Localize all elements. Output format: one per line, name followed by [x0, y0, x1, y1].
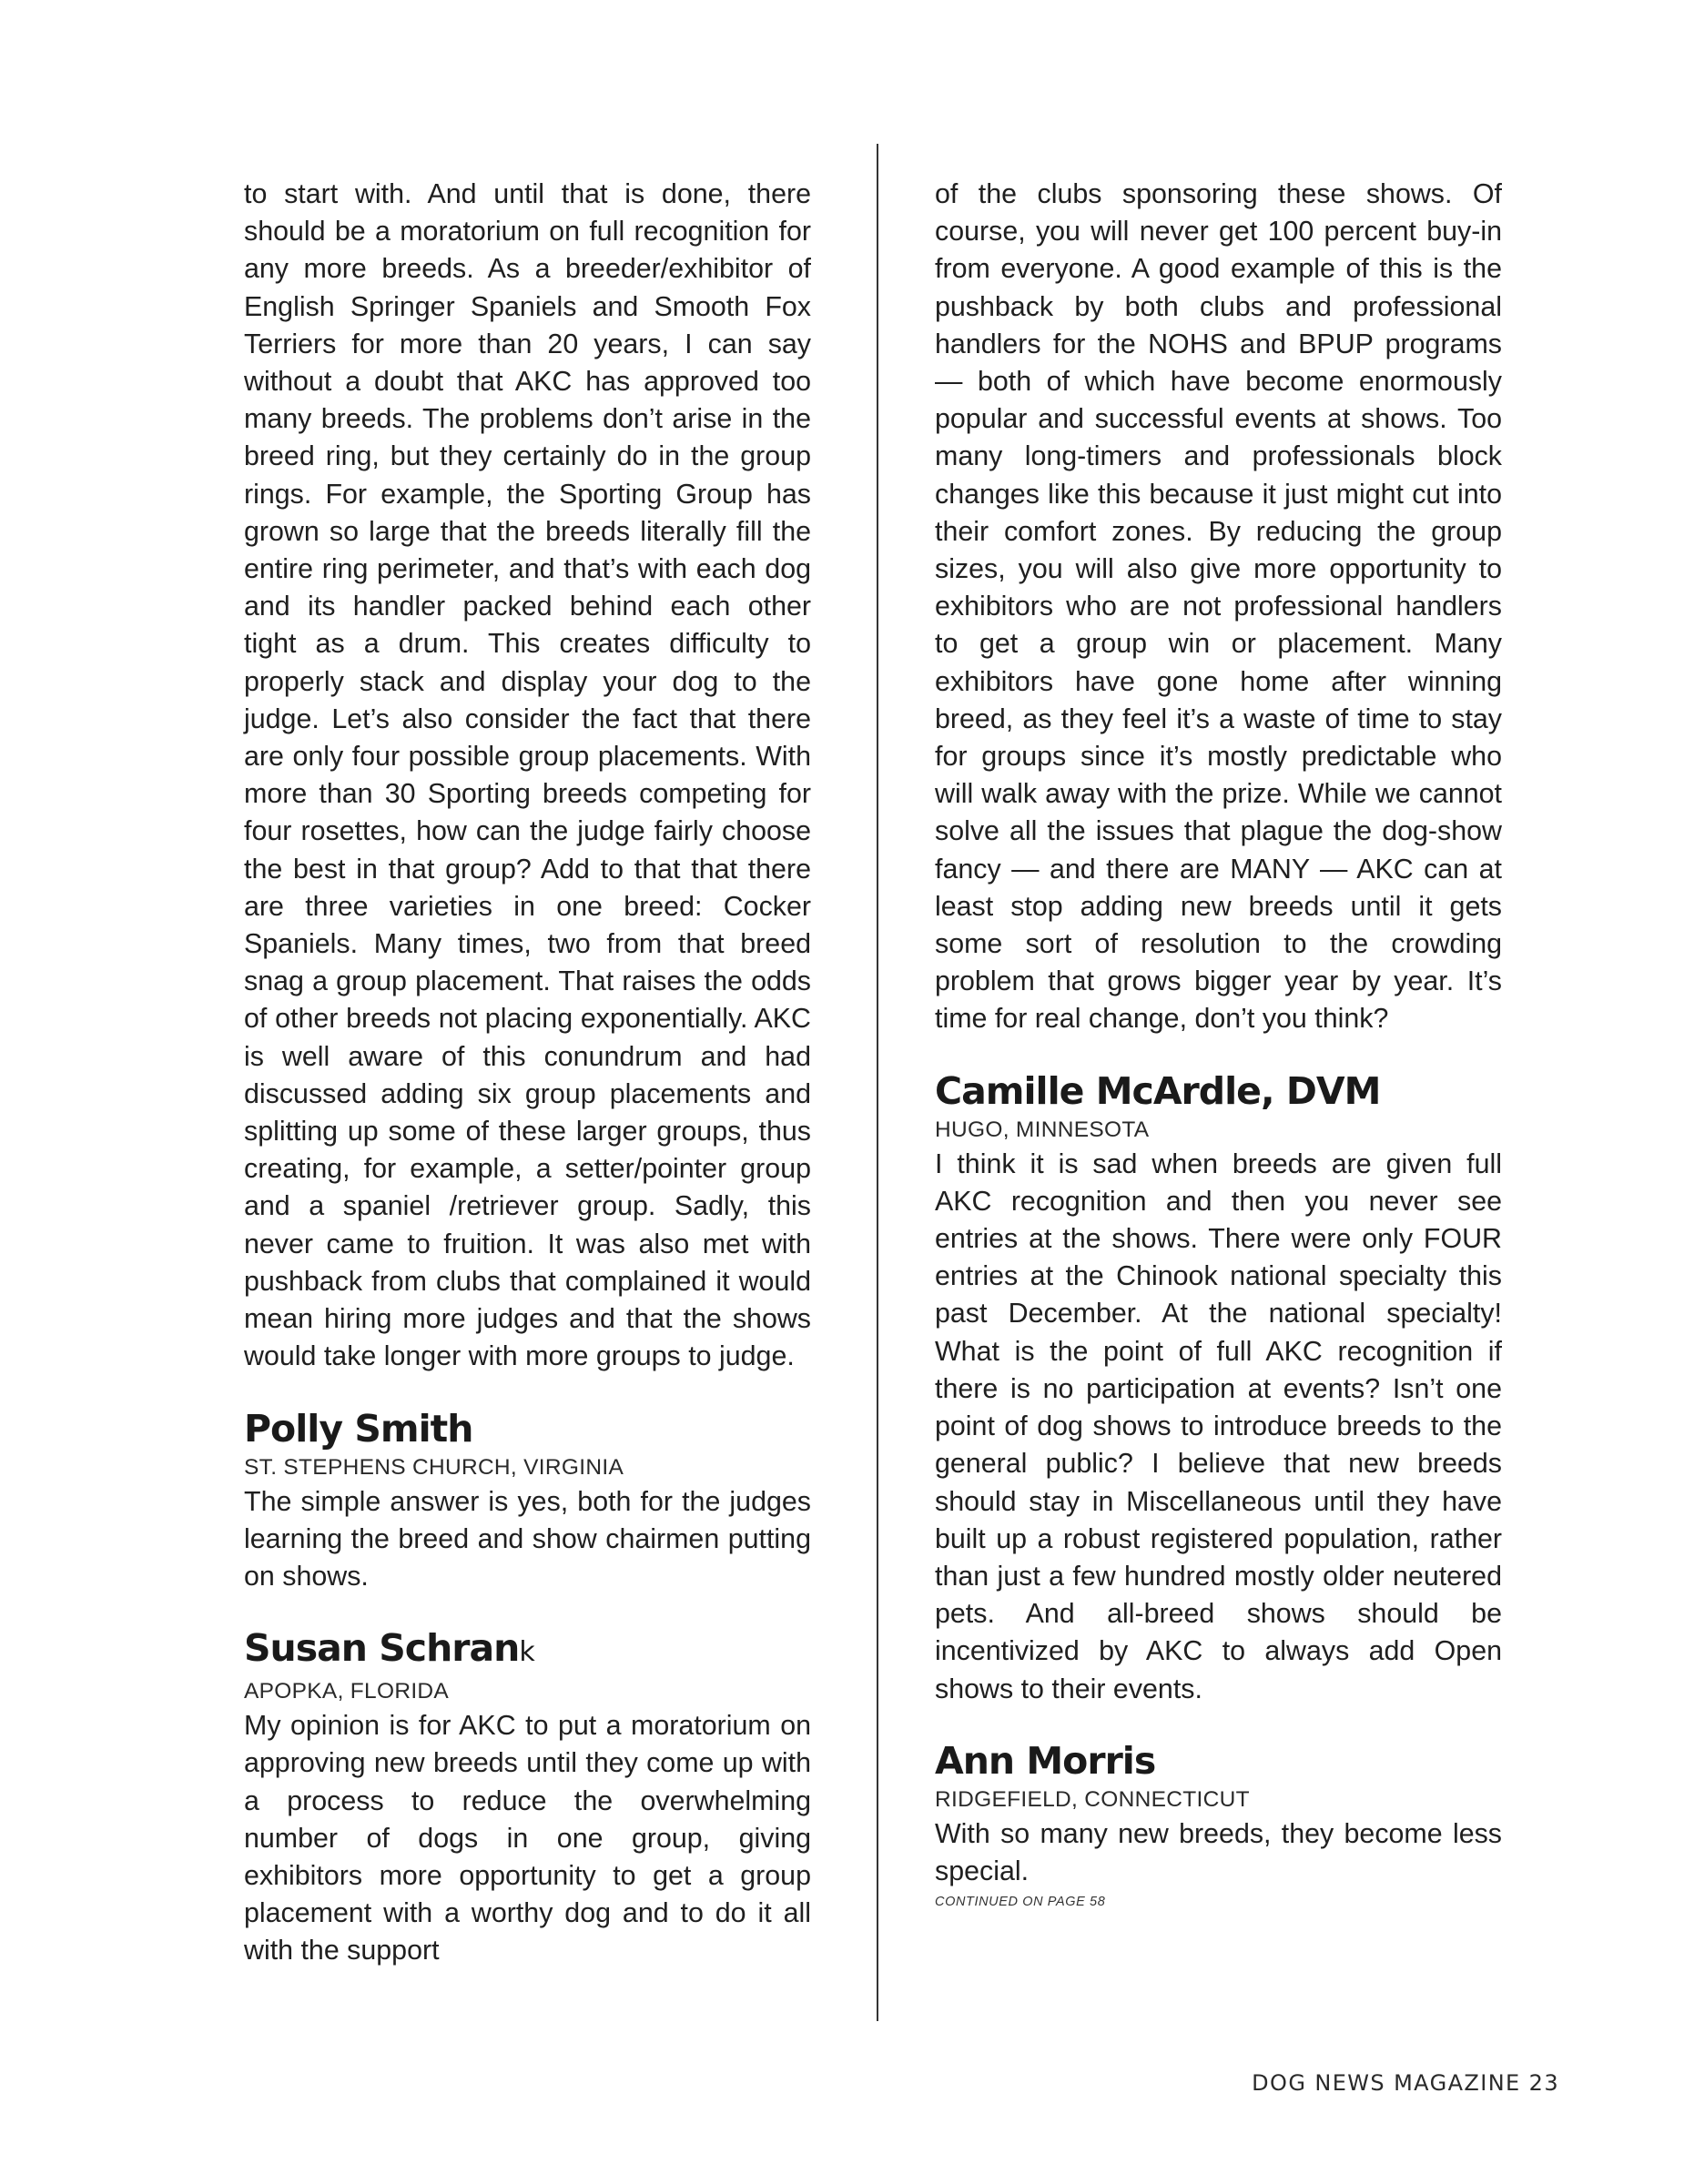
respondent-name: Polly Smith — [244, 1406, 473, 1451]
respondent-name-main: Susan Schran — [244, 1626, 520, 1671]
respondent-location: APOPKA, FLORIDA — [244, 1679, 450, 1704]
respondent-location: ST. STEPHENS CHURCH, VIRGINIA — [244, 1454, 624, 1480]
respondent-answer: With so many new breeds, they become less special. — [935, 1817, 1502, 1886]
respondent-name-last-letter: k — [519, 1636, 535, 1669]
respondent-location: HUGO, MINNESOTA — [935, 1117, 1150, 1142]
page-footer: DOG NEWS MAGAZINE 23 — [1252, 2070, 1559, 2096]
respondent-name: Ann Morris — [935, 1738, 1156, 1783]
respondent-name — [244, 1624, 811, 1676]
respondent-answer: The simple answer is yes, both for the judges learning the breed and show chairmen putting on shows. — [244, 1485, 811, 1592]
left-column — [244, 176, 811, 1970]
respondent-answer: My opinion is for AKC to put a moratorium on approving new breeds until they come up with a process to reduce the overwhelming number of dogs in one group, giving exhibitors more opportunity to get a group placement with a worthy dog and to do it all with the support — [244, 1710, 811, 1967]
continued-note: CONTINUED ON PAGE 58 — [935, 1895, 1106, 1910]
respondent-name: Camille McArdle, DVM — [935, 1068, 1381, 1113]
respondent-location: RIDGEFIELD, CONNECTICUT — [935, 1786, 1250, 1812]
intro-paragraph: to start with. And until that is done, there should be a moratorium on full recognition for any more breeds. As a breeder/exhibitor of English Springer Spaniels and Smooth Fox Terriers for more than 20 years, I can say without a doubt that AKC has approved too many breeds. The problems don’t arise in the breed ring, but they certainly do in the group rings. For example, the Sporting Group has grown so large that the breeds literally fill the entire ring perimeter, and that’s with each dog and its handler packed behind each other tight as a drum. This creates difficulty to properly stack and display your dog to the judge. Let’s also consider the fact that there are only four possible group placements. With more than 30 Sporting breeds competing for four rosettes, how can the judge fairly choose the best in that group? Add to that that there are three varieties in one breed: Cocker Spaniels. Many times, two from that breed snag a group placement. That raises the odds of other breeds not placing exponentially. AKC is well aware of this conundrum and had discussed adding six group placements and splitting up some of these larger groups, thus creating, for example, a setter/pointer group and a spaniel /retriever group. Sadly, this never came to fruition. It was also met with pushback from clubs that complained it would mean hiring more judges and that the shows would take longer with more groups to judge. — [244, 178, 811, 1372]
continuation-paragraph: of the clubs sponsoring these shows. Of course, you will never get 100 percent buy-in from everyone. A good example of this is the pushback by both clubs and professional handlers for the NOHS and BPUP programs — both of which have become enormously popular and successful events at shows. Too many long-timers and professionals block changes like this because it just might cut into their comfort zones. By reducing the group sizes, you will also give more opportunity to exhibitors who are not professional handlers to get a group win or placement. Many exhibitors have gone home after winning breed, as they feel it’s a waste of time to stay for groups since it’s mostly predictable who will walk away with the prize. While we cannot solve all the issues that plague the dog-show fancy — and there are MANY — AKC can at least stop adding new breeds until it gets some sort of resolution to the crowding problem that grows bigger year by year. It’s time for real change, don’t you think? — [935, 178, 1502, 1035]
right-column — [935, 176, 1502, 1912]
column-divider — [877, 144, 878, 2021]
respondent-answer: I think it is sad when breeds are given full AKC recognition and then you never see entries at the shows. There were only FOUR entries at the Chinook national specialty this past December. At the national specialty! What is the point of full AKC recognition if there is no participation at events? Isn’t one point of dog shows to introduce breeds to the general public? I believe that new breeds should stay in Miscellaneous until they have built up a robust registered population, rather than just a few hundred mostly older neutered pets. And all-breed shows should be incentivized by AKC to always add Open shows to their events. — [935, 1148, 1502, 1704]
